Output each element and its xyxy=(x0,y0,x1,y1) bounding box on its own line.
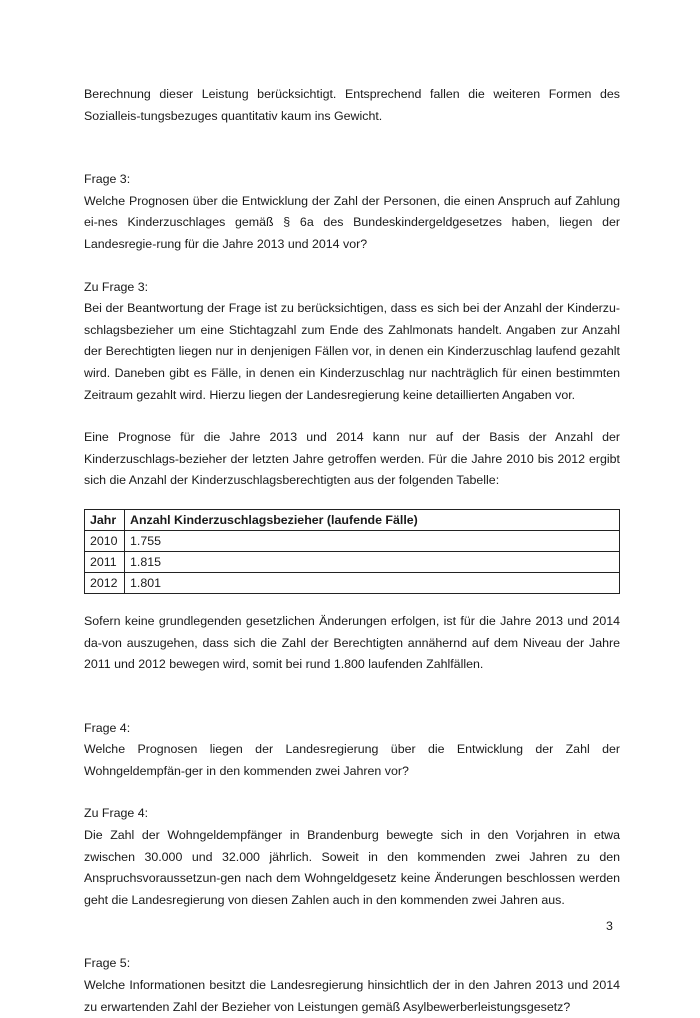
antwort3-prognose-text: Eine Prognose für die Jahre 2013 und 2014 kann nur auf der Basis der Anzahl der Kinderzuschlags-bezieher der letzten Jahre getroffen werden. Für die Jahre 2010 bis 2012 ergibt sich die Anzahl der Kinderzuschlagsberechtigten aus der folgenden Tabelle: xyxy=(84,430,620,488)
document-page xyxy=(84,84,620,1018)
table-header-row xyxy=(85,509,620,530)
table-cell-year: 2012 xyxy=(85,572,125,593)
table-header-count: Anzahl Kinderzuschlagsbezieher (laufende Fälle) xyxy=(125,509,620,530)
antwort4-heading: Zu Frage 4: xyxy=(84,806,149,821)
antwort3-text: Bei der Beantwortung der Frage ist zu berücksichtigen, dass es sich bei der Anzahl der Kinderzu-schlagsbezieher um eine Stichtagzahl zum Ende des Zahlmonats handelt. Angaben zur Anzahl der Berechtigten liegen nur in denjenigen Fällen vor, in denen ein Kinderzuschlag laufend gezahlt wird. Daneben gibt es Fälle, in denen ein Kinderzuschlag nur nachträglich für einen bestimmten Zeitraum gezahlt wird. Hierzu liegen der Landesregierung keine detaillierten Angaben vor. xyxy=(84,301,620,402)
frage4-heading: Frage 4: xyxy=(84,720,131,735)
table-row xyxy=(85,530,620,551)
antwort3-fazit-text: Sofern keine grundlegenden gesetzlichen Änderungen erfolgen, ist für die Jahre 2013 und 2014 da-von auszugehen, dass sich die Zahl der Berechtigten annähernd auf dem Niveau der Jahre 2011 und 2012 bewegen wird, somit bei rund 1.800 laufenden Zahlfällen. xyxy=(84,613,620,672)
table-cell-count: 1.815 xyxy=(125,551,620,572)
table-header-year: Jahr xyxy=(85,509,125,530)
antwort4-text: Die Zahl der Wohngeldempfänger in Brandenburg bewegte sich in den Vorjahren in etwa zwischen 30.000 und 32.000 jährlich. Soweit in den kommenden zwei Jahren zu den Anspruchsvoraussetzun-gen nach dem Wohngeldgesetz keine Änderungen beschlossen werden geht die Landesregierung von diesen Zahlen auch in den kommenden zwei Jahren aus. xyxy=(84,828,620,907)
table-row xyxy=(85,551,620,572)
table-row xyxy=(85,572,620,593)
antwort3-heading: Zu Frage 3: xyxy=(84,279,149,294)
table-cell-year: 2010 xyxy=(85,530,125,551)
frage4-text: Welche Prognosen liegen der Landesregierung über die Entwicklung der Zahl der Wohngeldempfän-ger in den kommenden zwei Jahren vor? xyxy=(84,742,620,778)
table-cell-count: 1.801 xyxy=(125,572,620,593)
intro-paragraph xyxy=(84,84,620,127)
kinderzuschlag-table xyxy=(84,509,620,594)
frage3-text: Welche Prognosen über die Entwicklung der Zahl der Personen, die einen Anspruch auf Zahlung ei-nes Kinderzuschlages gemäß § 6a des Bundeskindergeldgesetzes haben, liegen der Landesregie-rung für die Jahre 2013 und 2014 vor? xyxy=(84,193,620,251)
table-cell-count: 1.755 xyxy=(125,530,620,551)
frage5-text: Welche Informationen besitzt die Landesregierung hinsichtlich der in den Jahren 2013 und 2014 zu erwartenden Zahl der Bezieher von Leistungen gemäß Asylbewerberleistungsgesetz? xyxy=(84,978,620,1014)
page-number: 3 xyxy=(606,919,613,933)
table-cell-year: 2011 xyxy=(85,551,125,572)
frage5-heading: Frage 5: xyxy=(84,956,131,971)
intro-text: Berechnung dieser Leistung berücksichtigt. Entsprechend fallen die weiteren Formen des Sozialleis-tungsbezuges quantitativ kaum ins Gewicht. xyxy=(84,87,620,123)
frage3-heading: Frage 3: xyxy=(84,172,131,187)
